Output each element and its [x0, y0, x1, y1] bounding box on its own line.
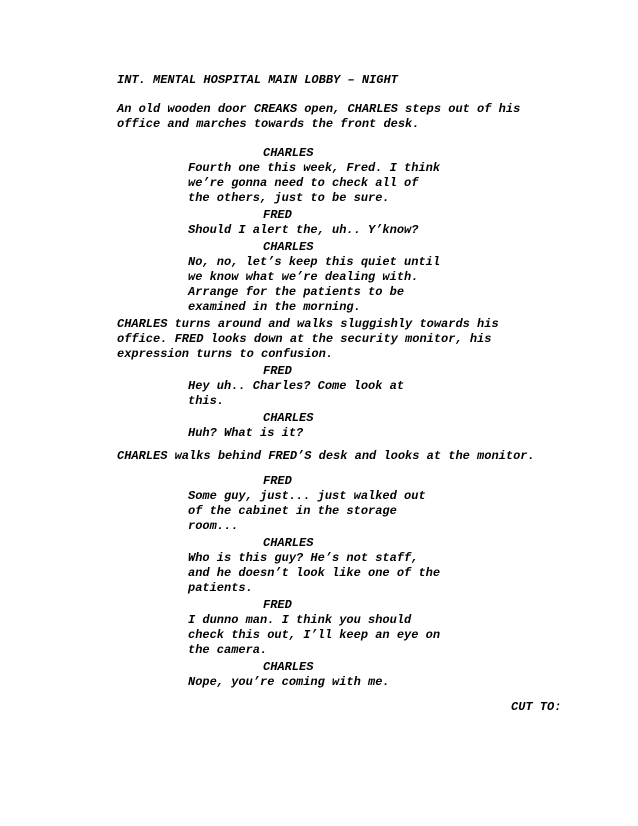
scene-heading: INT. MENTAL HOSPITAL MAIN LOBBY – NIGHT: [117, 73, 398, 87]
character-cue: CHARLES: [263, 660, 314, 674]
dialogue-line: Huh? What is it?: [188, 426, 304, 440]
action-line: CHARLES walks behind FRED’S desk and looks at the monitor.: [117, 449, 535, 463]
dialogue-line: Some guy, just... just walked out: [188, 489, 426, 503]
character-cue: FRED: [263, 208, 292, 222]
action-line: CHARLES turns around and walks sluggishly towards his: [117, 317, 499, 331]
transition: CUT TO:: [511, 700, 562, 714]
character-cue: FRED: [263, 364, 292, 378]
character-cue: FRED: [263, 598, 292, 612]
dialogue-line: Should I alert the, uh.. Y’know?: [188, 223, 419, 237]
character-cue: CHARLES: [263, 240, 314, 254]
dialogue-line: No, no, let’s keep this quiet until: [188, 255, 441, 269]
character-cue: CHARLES: [263, 536, 314, 550]
action-line: office and marches towards the front desk.: [117, 117, 420, 131]
character-cue: FRED: [263, 474, 292, 488]
character-cue: CHARLES: [263, 146, 314, 160]
dialogue-line: Hey uh.. Charles? Come look at: [188, 379, 405, 393]
action-line: expression turns to confusion.: [117, 347, 334, 361]
character-cue: CHARLES: [263, 411, 314, 425]
dialogue-line: room...: [188, 519, 239, 533]
dialogue-line: Nope, you’re coming with me.: [188, 675, 390, 689]
dialogue-line: check this out, I’ll keep an eye on: [188, 628, 441, 642]
dialogue-line: patients.: [188, 581, 253, 595]
action-line: An old wooden door CREAKS open, CHARLES steps out of his: [117, 102, 521, 116]
dialogue-line: Arrange for the patients to be: [188, 285, 405, 299]
dialogue-line: of the cabinet in the storage: [188, 504, 397, 518]
dialogue-line: we know what we’re dealing with.: [188, 270, 419, 284]
dialogue-line: and he doesn’t look like one of the: [188, 566, 441, 580]
dialogue-line: this.: [188, 394, 225, 408]
dialogue-line: examined in the morning.: [188, 300, 361, 314]
dialogue-line: Who is this guy? He’s not staff,: [188, 551, 419, 565]
dialogue-line: Fourth one this week, Fred. I think: [188, 161, 441, 175]
dialogue-line: we’re gonna need to check all of: [188, 176, 419, 190]
dialogue-line: the others, just to be sure.: [188, 191, 390, 205]
dialogue-line: the camera.: [188, 643, 268, 657]
action-line: office. FRED looks down at the security monitor, his: [117, 332, 492, 346]
dialogue-line: I dunno man. I think you should: [188, 613, 412, 627]
